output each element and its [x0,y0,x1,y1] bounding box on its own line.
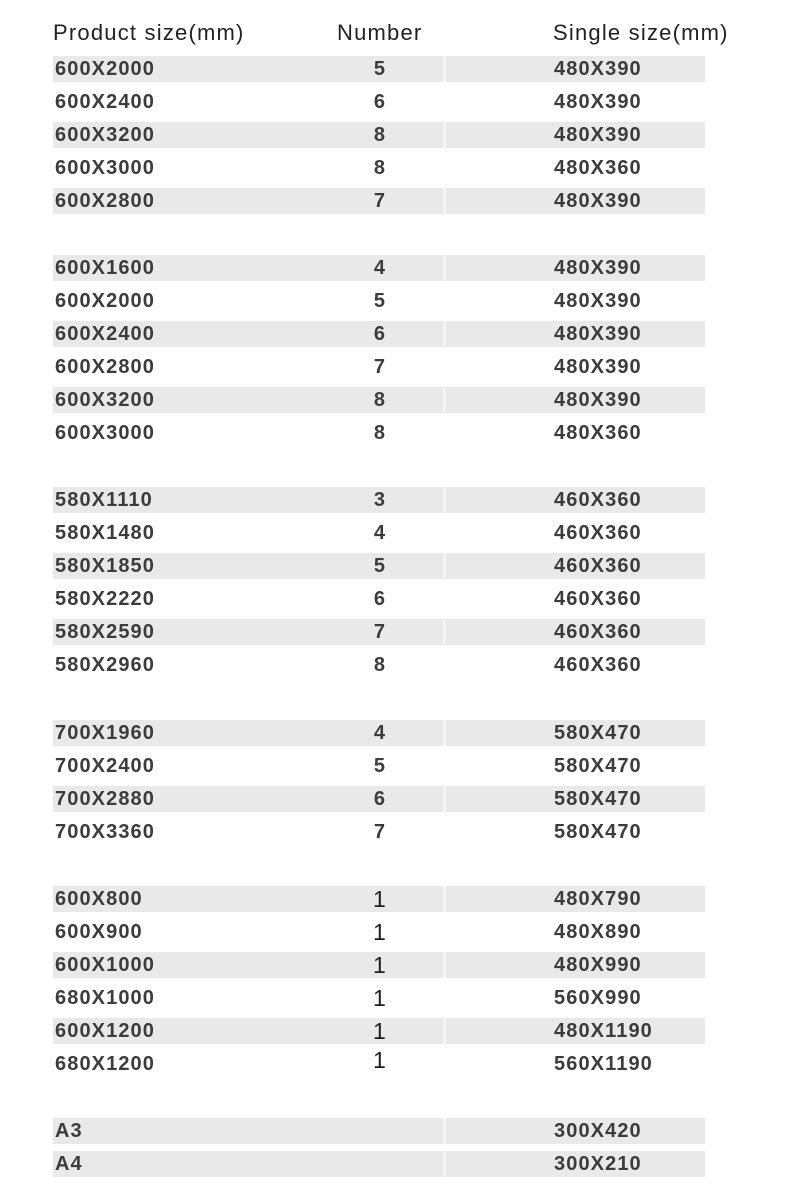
product-size-cell: 600X1000 [55,954,156,976]
product-size-cell: 680X1200 [55,1053,156,1075]
table-row [53,886,705,912]
single-size-cell: 460X360 [554,621,642,643]
table-row [53,819,705,845]
table-row [53,553,705,579]
number-cell: 6 [373,588,387,610]
product-size-cell: 600X900 [55,921,143,943]
product-size-cell: 580X2960 [55,654,156,676]
number-cell: 7 [373,821,387,843]
number-cell: 8 [373,157,387,179]
single-size-cell: 480X390 [554,124,642,146]
single-size-cell: 460X360 [554,522,642,544]
table-row [53,586,705,612]
single-size-cell: 480X1190 [554,1020,653,1042]
table-row [53,952,705,978]
table-row [53,1151,705,1177]
product-size-cell: 580X1850 [55,555,156,577]
number-cell: 8 [373,124,387,146]
product-size-cell: 600X2800 [55,190,156,212]
single-size-cell: 300X210 [554,1153,642,1175]
single-size-cell: 480X790 [554,888,642,910]
product-size-cell: 700X3360 [55,821,156,843]
product-size-cell: 580X2590 [55,621,156,643]
product-size-cell: 600X1600 [55,257,156,279]
single-size-cell: 460X360 [554,588,642,610]
product-size-cell: 600X2800 [55,356,156,378]
product-size-cell: 700X2400 [55,755,156,777]
number-cell: 6 [373,91,387,113]
table-row [53,720,705,746]
table-row [53,56,705,82]
table-row [53,122,705,148]
product-size-cell: 580X1480 [55,522,156,544]
single-size-cell: 480X360 [554,157,642,179]
product-size-cell: 600X2000 [55,58,156,80]
single-size-cell: 580X470 [554,821,642,843]
number-header: Number [337,20,423,45]
product-size-cell: 600X3200 [55,389,156,411]
table-row [53,919,705,945]
number-cell: 1 [373,985,387,1011]
single-size-header: Single size(mm) [553,20,729,45]
table-row [53,520,705,546]
single-size-cell: 560X1190 [554,1053,653,1075]
table-row [53,420,705,446]
table-row [53,321,705,347]
single-size-cell: 480X390 [554,257,642,279]
number-cell: 5 [373,555,387,577]
product-size-cell: 600X800 [55,888,143,910]
number-cell: 7 [373,356,387,378]
table-row [53,786,705,812]
product-size-cell: 600X2400 [55,91,156,113]
number-cell: 8 [373,654,387,676]
number-cell: 4 [373,522,387,544]
product-size-cell: A3 [55,1120,83,1142]
single-size-cell: 480X890 [554,921,642,943]
number-cell: 1 [373,1018,387,1044]
table-row [53,753,705,779]
product-size-cell: 600X3200 [55,124,156,146]
number-cell: 1 [373,1047,387,1073]
table-row [53,1047,705,1077]
single-size-cell: 580X470 [554,722,642,744]
table-row [53,487,705,513]
table-row [53,619,705,645]
single-size-cell: 300X420 [554,1120,642,1142]
table-row [53,255,705,281]
number-cell: 8 [373,389,387,411]
number-cell: 1 [373,886,387,912]
product-size-cell: 600X3000 [55,157,156,179]
number-cell: 6 [373,323,387,345]
single-size-cell: 480X390 [554,389,642,411]
number-cell: 5 [373,290,387,312]
number-cell: 3 [373,489,387,511]
number-cell: 7 [373,190,387,212]
single-size-cell: 560X990 [554,987,642,1009]
product-size-cell: 600X1200 [55,1020,156,1042]
table-row [53,89,705,115]
table-row [53,387,705,413]
table-row [53,1018,705,1044]
single-size-cell: 580X470 [554,755,642,777]
single-size-cell: 480X360 [554,422,642,444]
table-row [53,985,705,1011]
number-cell: 5 [373,755,387,777]
product-size-cell: 600X2000 [55,290,156,312]
product-size-cell: 700X2880 [55,788,156,810]
product-size-cell: 600X3000 [55,422,156,444]
single-size-cell: 460X360 [554,654,642,676]
single-size-cell: 580X470 [554,788,642,810]
single-size-cell: 480X390 [554,91,642,113]
single-size-cell: 480X390 [554,58,642,80]
number-cell: 1 [373,952,387,978]
single-size-cell: 460X360 [554,555,642,577]
single-size-cell: 460X360 [554,489,642,511]
number-cell: 8 [373,422,387,444]
number-cell: 4 [373,257,387,279]
single-size-cell: 480X390 [554,290,642,312]
table-row [53,354,705,380]
single-size-cell: 480X390 [554,323,642,345]
product-size-cell: 700X1960 [55,722,156,744]
table-row [53,155,705,181]
product-size-cell: 580X2220 [55,588,156,610]
product-size-cell: 580X1110 [55,489,153,511]
table-row [53,188,705,214]
number-cell: 4 [373,722,387,744]
table-header [0,20,790,54]
single-size-cell: 480X390 [554,356,642,378]
number-cell: 6 [373,788,387,810]
table-row [53,288,705,314]
table-row [53,652,705,678]
single-size-cell: 480X990 [554,954,642,976]
product-size-cell: 600X2400 [55,323,156,345]
number-cell: 5 [373,58,387,80]
product-size-cell: A4 [55,1153,83,1175]
table-row [53,1118,705,1144]
product-size-header: Product size(mm) [53,20,245,45]
number-cell: 1 [373,919,387,945]
number-cell: 7 [373,621,387,643]
product-size-cell: 680X1000 [55,987,156,1009]
single-size-cell: 480X390 [554,190,642,212]
